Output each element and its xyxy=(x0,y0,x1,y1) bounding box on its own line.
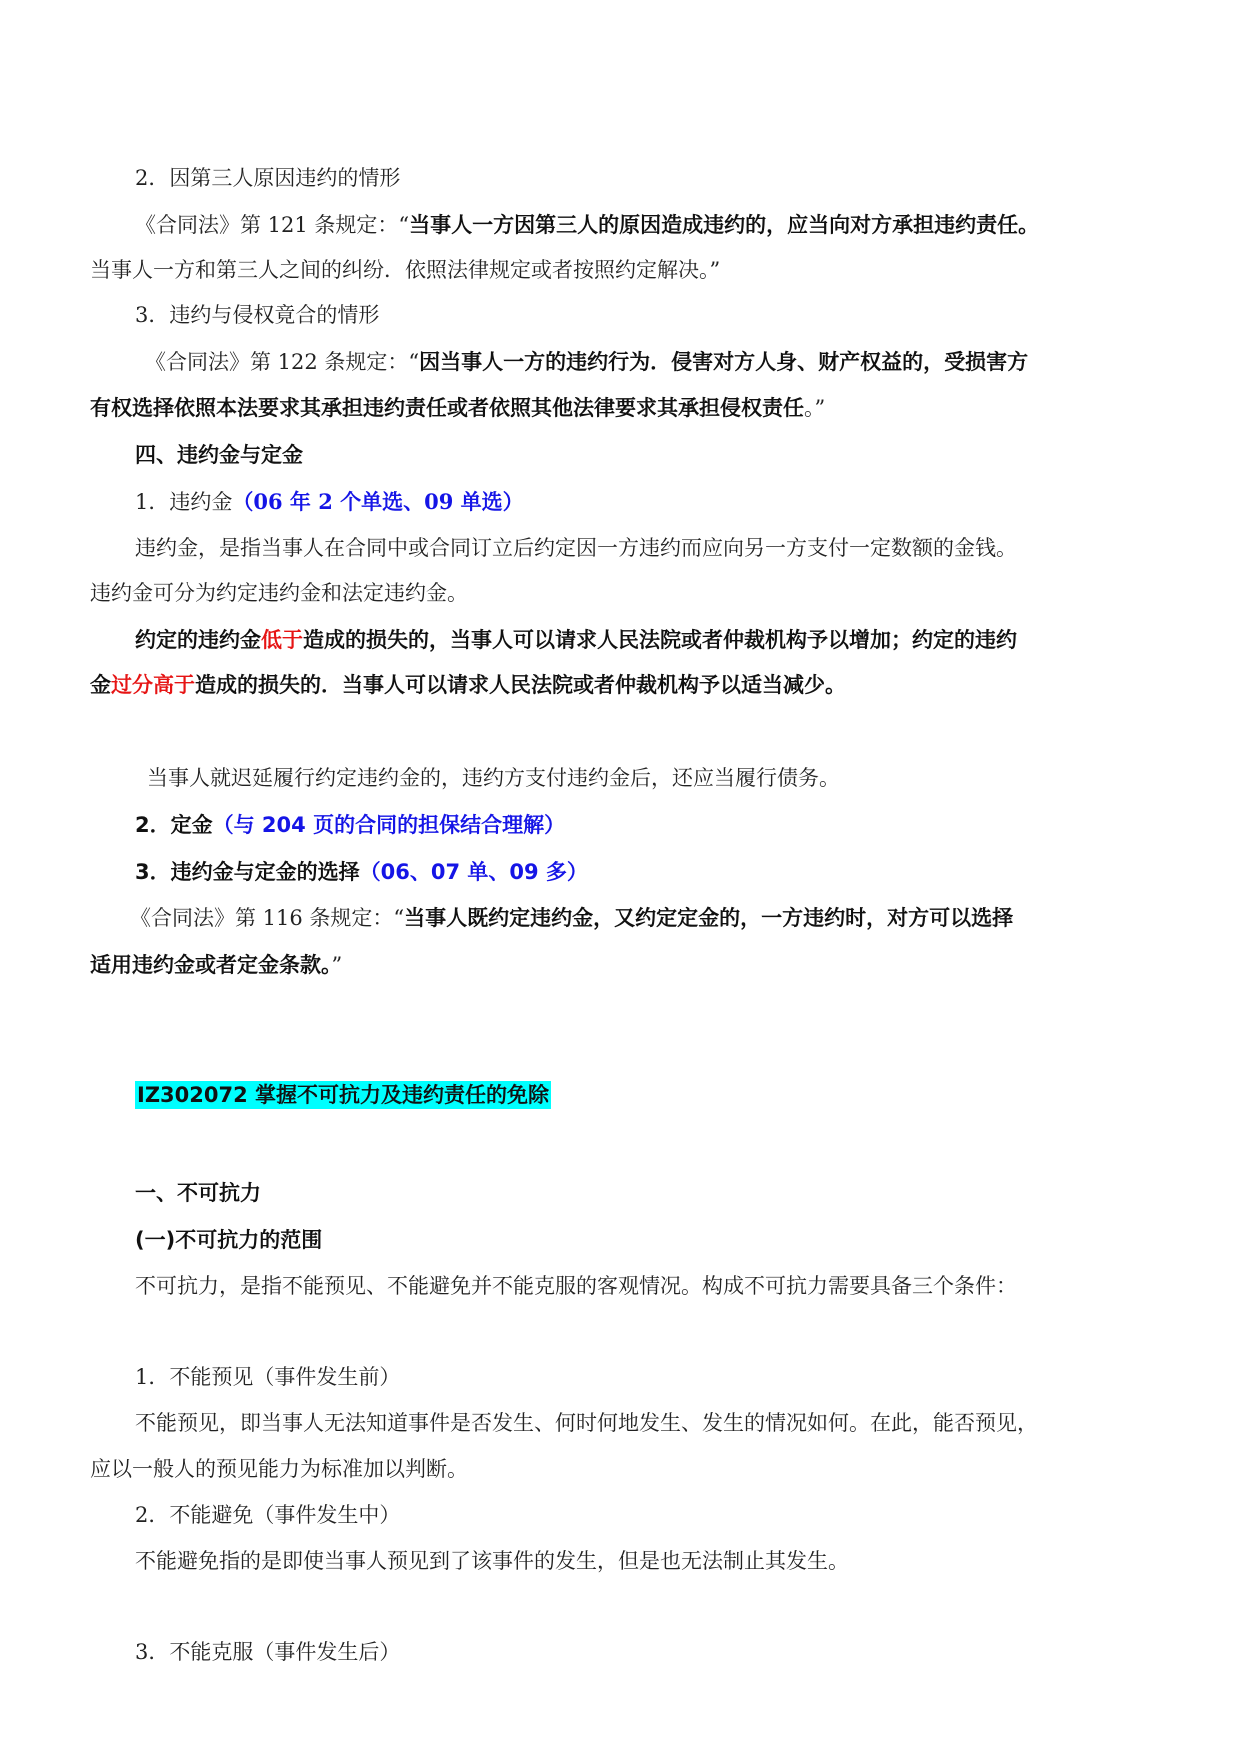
paragraph xyxy=(135,1408,1150,1438)
paragraph xyxy=(90,670,1150,700)
paragraph xyxy=(90,393,1150,423)
bold-text: 当事人既约定违约金，又约定定金的，一方违约时，对方可以选择 xyxy=(404,906,1014,930)
paragraph xyxy=(135,1546,1150,1576)
subheading xyxy=(135,487,1150,517)
text: (一)不可抗力的范围 xyxy=(135,1228,323,1252)
section-heading xyxy=(135,440,1150,470)
paragraph xyxy=(145,347,1205,377)
text: 2．不能避免（事件发生中） xyxy=(135,1503,401,1527)
heading-text: 2．因第三人原因违约的情形 xyxy=(135,166,401,190)
paragraph xyxy=(135,533,1150,563)
bold-text: 当事人一方因第三人的原因造成违约的，应当向对方承担违约责任。 xyxy=(409,213,1040,237)
text: 不能预见，即当事人无法知道事件是否发生、何时何地发生、发生的情况如何。在此，能否预见， xyxy=(135,1411,1038,1435)
bold-text: 适用违约金或者定金条款。 xyxy=(90,953,332,977)
text: 1．不能预见（事件发生前） xyxy=(135,1365,401,1389)
text: 当事人就迟延履行约定违约金的，违约方支付违约金后，还应当履行债务。 xyxy=(147,766,840,790)
paragraph xyxy=(135,625,1150,655)
text: 3．不能克服（事件发生后） xyxy=(135,1640,401,1664)
bold-text: 金 xyxy=(90,673,111,697)
text: 1．违约金 xyxy=(135,490,233,514)
bold-text: 因当事人一方的违约行为．侵害对方人身、财产权益的，受损害方 xyxy=(419,350,1029,374)
subheading xyxy=(135,1225,1150,1255)
text: 违约金，是指当事人在合同中或合同订立后约定因一方违约而应向另一方支付一定数额的金钱。 xyxy=(135,536,1017,560)
highlighted-title xyxy=(135,1080,1150,1110)
text: 《合同法》第 116 条规定：“ xyxy=(130,906,405,930)
subheading xyxy=(135,810,1150,840)
paragraph xyxy=(130,903,1190,933)
paragraph xyxy=(147,763,1207,793)
red-text: 过分高于 xyxy=(111,673,195,697)
text: 当事人一方和第三人之间的纠纷．依照法律规定或者按照约定解决。” xyxy=(90,258,721,282)
bold-text: 有权选择依照本法要求其承担违约责任或者依照其他法律要求其承担侵权责任 xyxy=(90,396,804,420)
text: 应以一般人的预见能力为标准加以判断。 xyxy=(90,1457,468,1481)
text: 违约金可分为约定违约金和法定违约金。 xyxy=(90,581,468,605)
text: ” xyxy=(331,953,343,977)
red-text: 低于 xyxy=(261,628,303,652)
note-text: （06、07 单、09 多） xyxy=(359,860,588,884)
bold-text: 约定的违约金 xyxy=(135,628,261,652)
paragraph xyxy=(135,1271,1150,1301)
text: 。” xyxy=(804,396,826,420)
text: 不能避免指的是即使当事人预见到了该事件的发生，但是也无法制止其发生。 xyxy=(135,1549,849,1573)
section-heading xyxy=(135,163,1150,193)
note-text: （与 204 页的合同的担保结合理解） xyxy=(212,813,566,837)
paragraph xyxy=(90,578,1150,608)
text: 《合同法》第 122 条规定：“ xyxy=(145,350,420,374)
paragraph xyxy=(135,210,1150,240)
heading-text: 3．违约与侵权竟合的情形 xyxy=(135,303,380,327)
subheading xyxy=(135,857,1150,887)
heading-text: 四、违约金与定金 xyxy=(135,443,303,467)
text: 不可抗力，是指不能预见、不能避免并不能克服的客观情况。构成不可抗力需要具备三个条件： xyxy=(135,1274,1017,1298)
note-text: （06 年 2 个单选、09 单选） xyxy=(232,489,524,514)
subheading xyxy=(135,1500,1150,1530)
heading-text: 一、不可抗力 xyxy=(135,1181,261,1205)
text: 2．定金 xyxy=(135,813,213,837)
text: 《合同法》第 121 条规定：“ xyxy=(135,213,410,237)
paragraph xyxy=(90,255,1150,285)
subheading xyxy=(135,1637,1150,1667)
subheading xyxy=(135,1362,1150,1392)
paragraph xyxy=(90,950,1150,980)
bold-text: 造成的损失的，当事人可以请求人民法院或者仲裁机构予以增加；约定的违约 xyxy=(303,628,1017,652)
bold-text: 造成的损失的．当事人可以请求人民法院或者仲裁机构予以适当减少。 xyxy=(195,673,846,697)
section-heading xyxy=(135,1178,1150,1208)
title-text: IZ302072 掌握不可抗力及违约责任的免除 xyxy=(137,1083,550,1107)
text: 3．违约金与定金的选择 xyxy=(135,860,360,884)
section-heading xyxy=(135,300,1150,330)
paragraph xyxy=(90,1454,1150,1484)
